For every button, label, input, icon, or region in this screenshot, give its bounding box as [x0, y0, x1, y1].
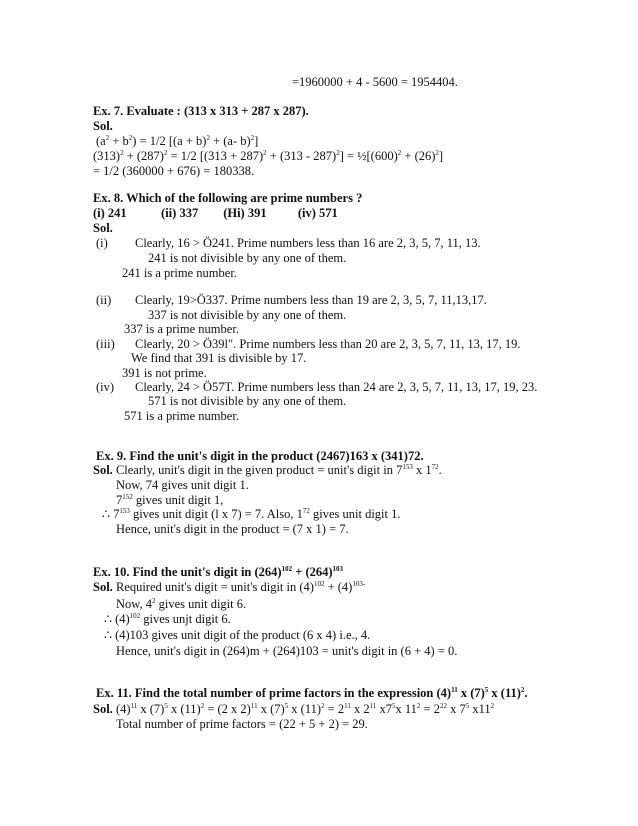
ex9-sol: Sol. Clearly, unit's digit in the given product = unit's digit in $7^{153}$ x $1^{72}$.: [93, 463, 442, 477]
ex7-formula: $(a^2 + b^2) = 1/2$ [$(a + b)^2 + (a-$ b)$^2$]: [96, 134, 259, 148]
ex8-iv-text: Clearly, 24 > Ö57T. Prime numbers less than 24 are 2, 3, 5, 7, 11, 13, 17, 19, 23.: [135, 380, 538, 394]
sol-label: Sol.: [93, 119, 113, 133]
ex8-iii-label: (iii): [96, 337, 115, 351]
ex8-i-conclusion: 241 is a prime number.: [122, 266, 237, 280]
ex8-heading: Ex. 8. Which of the following are prime numbers ?: [93, 191, 363, 205]
ex8-ii-label: (ii): [96, 293, 112, 307]
ex9-heading: Ex. 9. Find the unit's digit in the product (2467)163 x (341)72.: [96, 449, 424, 463]
ex11-answer: Total number of prime factors = (22 + 5 + 2) = 29.: [116, 717, 368, 731]
ex9-step: $7^{152}$ gives unit digit 1,: [116, 493, 224, 507]
ex9-step: Now, 74 gives unit digit 1.: [116, 478, 249, 492]
ex8-iii-conclusion: 391 is not prime.: [122, 366, 207, 380]
ex11-heading: Ex. 11. Find the total number of prime factors in the expression $(4)^{11}$ x $(7)^5$ x $(11)^2$.: [96, 686, 528, 700]
ex10-step: ∴ $(4)^{102}$ gives unjt digit 6.: [104, 612, 231, 626]
ex8-iii-text: Clearly, 20 > Ö39l". Prime numbers less than 20 are 2, 3, 5, 7, 11, 13, 17, 19.: [135, 337, 521, 351]
ex10-heading: Ex. 10. Find the unit's digit in $(264)^{102} + (264)^{103}$: [93, 565, 344, 579]
sol-label: Sol.: [93, 221, 113, 235]
ex8-i-label: (i): [96, 236, 108, 250]
ex10-step: ∴ (4)103 gives unit digit of the product (6 x 4) i.e., 4.: [104, 628, 371, 642]
ex7-answer: = 1/2 (360000 + 676) = 180338.: [93, 164, 255, 178]
ex8-i-text: Clearly, 16 > Ö241. Prime numbers less than 16 are 2, 3, 5, 7, 11, 13.: [135, 236, 481, 250]
ex9-answer: Hence, unit's digit in the product = (7 x 1) = 7.: [116, 522, 349, 536]
ex8-iii-text: We find that 391 is divisible by 17.: [131, 351, 307, 365]
result-line: =1960000 + 4 - 5600 = 1954404.: [292, 75, 458, 89]
ex10-step: Now, $4^2$ gives unit digit 6.: [116, 597, 247, 611]
ex7-substitution: $(313)^2 + (287)^2 = 1/2$ $[(313 + 287)^2 + (313 - 287)^2]$ = $\frac{1}{2}[(600)^2 + (26)^2]$: [93, 149, 444, 163]
ex8-iv-label: (iv): [96, 380, 115, 394]
ex10-sol: Sol. Required unit's digit = unit's digit in $(4)^{102} + (4)^{103-}$: [93, 580, 366, 594]
ex11-sol: Sol. $(4)^{11}$ x $(7)^5$ x $(11)^2 = (2$ x 2)$^{11}$ x $(7)^5$ x $(11)^2 = 2^{11}$ x $2^{11}$ $x7^5x$ $11^2 = 2^{22}$ x $7^5$ $x11^2$: [93, 702, 495, 716]
ex8-ii-text: 337 is not divisible by any one of them.: [148, 308, 347, 322]
ex7-heading: Ex. 7. Evaluate : (313 x 313 + 287 x 287).: [93, 104, 309, 118]
ex8-iv-conclusion: 571 is a prime number.: [124, 409, 239, 423]
ex8-ii-text: Clearly, 19>Ö337. Prime numbers less than 19 are 2, 3, 5, 7, 11,13,17.: [135, 293, 487, 307]
ex8-i-text: 241 is not divisible by any one of them.: [148, 251, 347, 265]
ex8-ii-conclusion: 337 is a prime number.: [124, 322, 239, 336]
ex9-step: ∴ $7^{153}$ gives unit digit (l x 7) = 7. Also, $1^{72}$ gives unit digit 1.: [102, 507, 401, 521]
ex8-iv-text: 571 is not divisible by any one of them.: [148, 394, 347, 408]
ex10-answer: Hence, unit's digit in (264)m + (264)103 = unit's digit in (6 + 4) = 0.: [116, 644, 458, 658]
ex8-options: (i) 241 (ii) 337 (Hi) 391 (iv) 571: [93, 206, 338, 220]
